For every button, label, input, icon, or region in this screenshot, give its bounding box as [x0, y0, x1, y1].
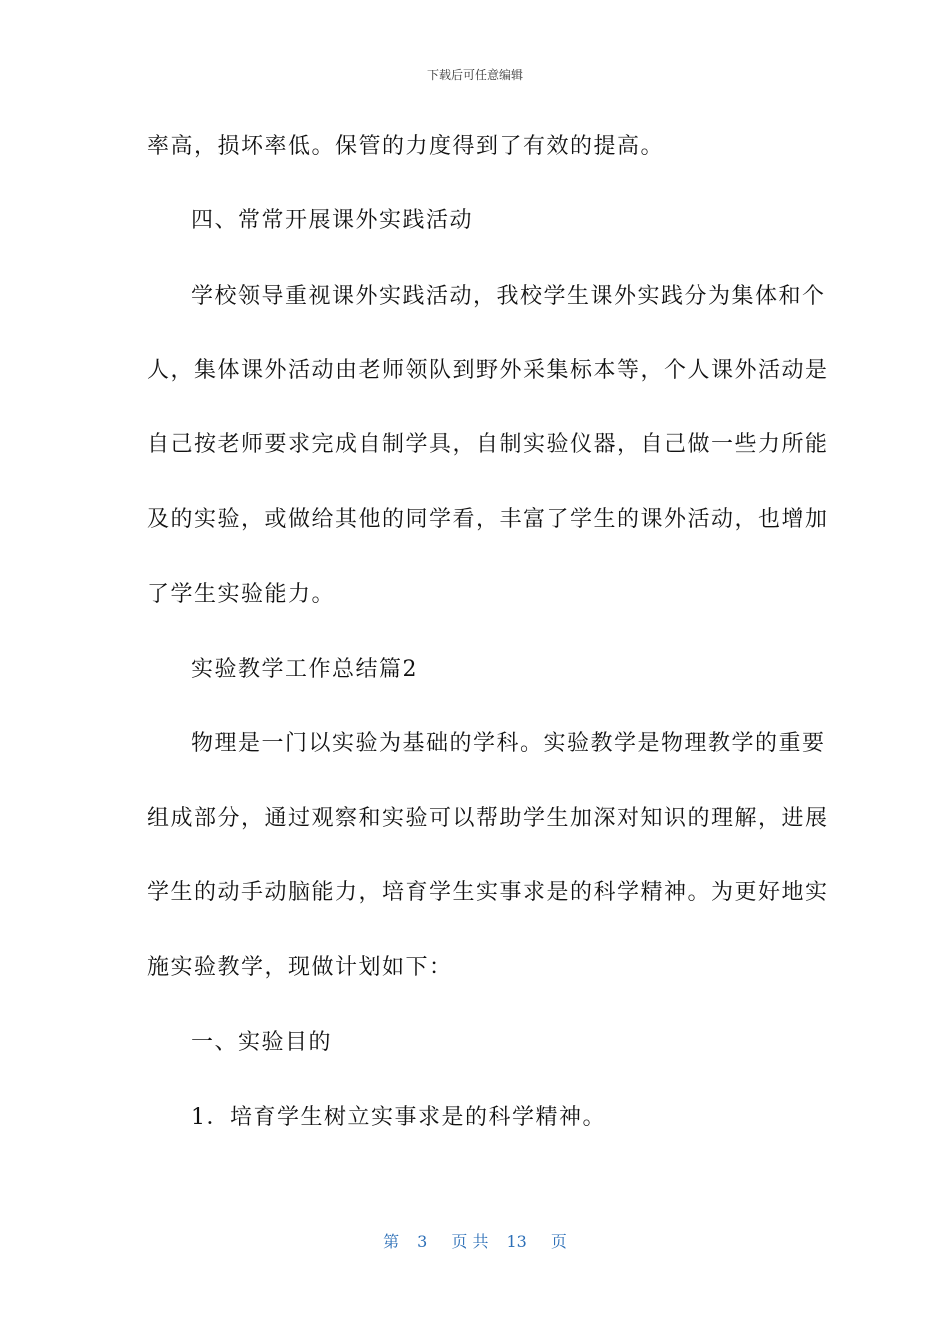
- header-note: 下载后可任意编辑: [426, 68, 523, 82]
- paragraph-line: 自己按老师要求完成自制学具，自制实验仪器，自己做一些力所能: [147, 432, 829, 457]
- current-page-number: 3: [417, 1232, 428, 1251]
- section-heading: 一、实验目的: [191, 1030, 333, 1055]
- paragraph-line: 施实验教学，现做计划如下：: [147, 955, 453, 980]
- footer-prefix: 第: [383, 1232, 400, 1251]
- total-pages-number: 13: [506, 1232, 527, 1251]
- list-item: 1．培育学生树立实事求是的科学精神。: [191, 1105, 606, 1130]
- article-title: 实验教学工作总结篇2: [191, 657, 418, 682]
- section-heading: 四、常常开展课外实践活动: [191, 208, 474, 233]
- footer-suffix: 页: [550, 1232, 567, 1251]
- paragraph-line: 人，集体课外活动由老师领队到野外采集标本等，个人课外活动是: [147, 358, 829, 383]
- page-footer: [0, 1229, 950, 1252]
- paragraph-line: 了学生实验能力。: [147, 582, 336, 607]
- paragraph-line: 及的实验，或做给其他的同学看，丰富了学生的课外活动，也增加: [147, 507, 829, 532]
- paragraph-line: 学生的动手动脑能力，培育学生实事求是的科学精神。为更好地实: [147, 880, 829, 905]
- paragraph-line: 组成部分，通过观察和实验可以帮助学生加深对知识的理解，进展: [147, 806, 829, 831]
- paragraph-line: 学校领导重视课外实践活动，我校学生课外实践分为集体和个: [191, 284, 826, 309]
- paragraph-line: 率高，损坏率低。保管的力度得到了有效的提高。: [147, 134, 665, 159]
- footer-middle: 页 共: [451, 1232, 489, 1251]
- paragraph-line: 物理是一门以实验为基础的学科。实验教学是物理教学的重要: [191, 731, 826, 756]
